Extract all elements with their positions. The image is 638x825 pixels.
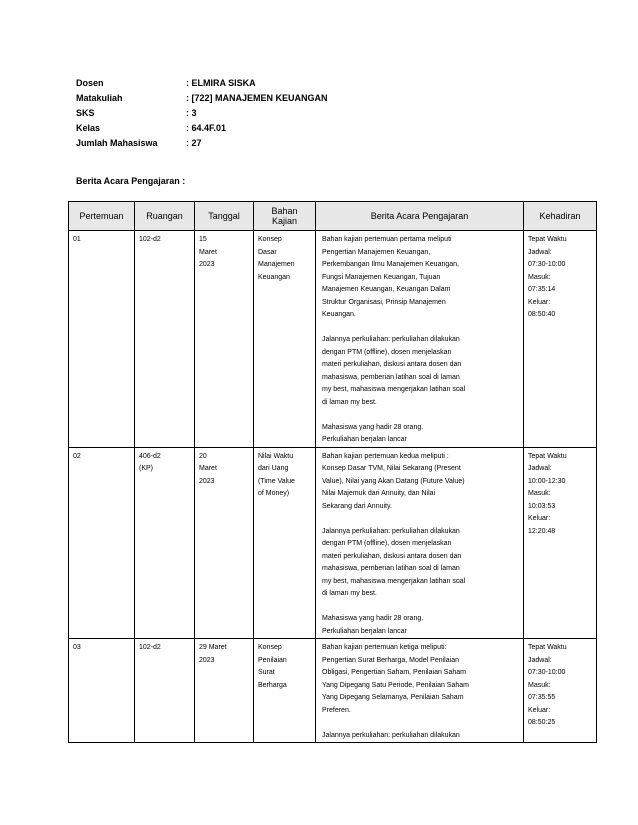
table-row: [69, 639, 597, 743]
cell-tanggal: 29 Maret 2023: [195, 639, 254, 743]
info-value: : [722] MANAJEMEN KEUANGAN: [186, 93, 328, 103]
cell-ruangan: 406-d2 (KP): [135, 447, 195, 639]
cell-pertemuan: 01: [69, 231, 135, 448]
cell-berita-acara: Bahan kajian pertemuan pertama meliputi Pengertian Manajemen Keuangan, Perkembangan Ilmu Manajemen Keuangan, Fungsi Manajemen Keuangan, Tujuan Manajemen Keuangan, Keuangan Dalam Struktur Organisasi, Prinsip Manajemen Keuangan. Jalannya perkuliahan: perkuliahan dilakukan dengan PTM (offline), dosen menjelaskan materi perkuliahan, diskusi antara dosen dan mahasiswa, pemberian latihan soal di laman my best, mahasiswa mengerjakan latihan soal di laman my best. Mahasiswa yang hadir 28 orang. Perkuliahan berjalan lancar: [316, 231, 524, 448]
header-ruangan: Ruangan: [135, 202, 195, 231]
header-pertemuan: Pertemuan: [69, 202, 135, 231]
cell-kehadiran: Tepat Waktu Jadwal: 10:00-12:30 Masuk: 10:03:53 Keluar: 12:20:48: [524, 447, 597, 639]
cell-pertemuan: 02: [69, 447, 135, 639]
cell-pertemuan: 03: [69, 639, 135, 743]
berita-acara-table: [68, 201, 597, 743]
cell-berita-acara: Bahan kajian pertemuan ketiga meliputi: Pengertian Surat Berharga, Model Penilaian Obligasi, Pengertian Saham, Penilaian Saham Yang Dipegang Satu Periode, Penilaian Saham Yang Dipegang Selamanya, Penilaian Saham Preferen. Jalannya perkuliahan: perkuliahan dilakukan: [316, 639, 524, 743]
info-label: Kelas: [76, 123, 101, 133]
info-label: Dosen: [76, 78, 104, 88]
cell-bahan-kajian: Konsep Dasar Manajemen Keuangan: [254, 231, 316, 448]
info-value: : ELMIRA SISKA: [186, 78, 256, 88]
cell-kehadiran: Tepat Waktu Jadwal: 07:30-10:00 Masuk: 07:35:55 Keluar: 08:50:25: [524, 639, 597, 743]
section-title: Berita Acara Pengajaran :: [76, 176, 186, 186]
cell-bahan-kajian: Konsep Penilaian Surat Berharga: [254, 639, 316, 743]
table-row: [69, 447, 597, 639]
info-label: Matakuliah: [76, 93, 123, 103]
info-label: SKS: [76, 108, 95, 118]
cell-tanggal: 20 Maret 2023: [195, 447, 254, 639]
header-tanggal: Tanggal: [195, 202, 254, 231]
cell-kehadiran: Tepat Waktu Jadwal: 07:30-10:00 Masuk: 07:35:14 Keluar: 08:50:40: [524, 231, 597, 448]
info-label: Jumlah Mahasiswa: [76, 138, 158, 148]
cell-ruangan: 102-d2: [135, 231, 195, 448]
header-kehadiran: Kehadiran: [524, 202, 597, 231]
cell-tanggal: 15 Maret 2023: [195, 231, 254, 448]
header-bahan-kajian: Bahan Kajian: [254, 202, 316, 231]
info-value: : 64.4F.01: [186, 123, 227, 133]
info-value: : 3: [186, 108, 197, 118]
table-header-row: [69, 202, 597, 231]
info-value: : 27: [186, 138, 202, 148]
header-berita-acara: Berita Acara Pengajaran: [316, 202, 524, 231]
cell-bahan-kajian: Nilai Waktu dari Uang (Time Value of Money): [254, 447, 316, 639]
cell-ruangan: 102-d2: [135, 639, 195, 743]
cell-berita-acara: Bahan kajian pertemuan kedua meliputi : Konsep Dasar TVM, Nilai Sekarang (Present Value), Nilai yang Akan Datang (Future Value) Nilai Majemuk dari Annuity, dan Nilai Sekarang dari Annuity. Jalannya perkuliahan: perkuliahan dilakukan dengan PTM (offline), dosen menjelaskan materi perkuliahan, diskusi antara dosen dan mahasiswa, pemberian latihan soal di laman my best, mahasiswa mengerjakan latihan soal di laman my best. Mahasiswa yang hadir 28 orang. Perkuliahan berjalan lancar: [316, 447, 524, 639]
table-row: [69, 231, 597, 448]
